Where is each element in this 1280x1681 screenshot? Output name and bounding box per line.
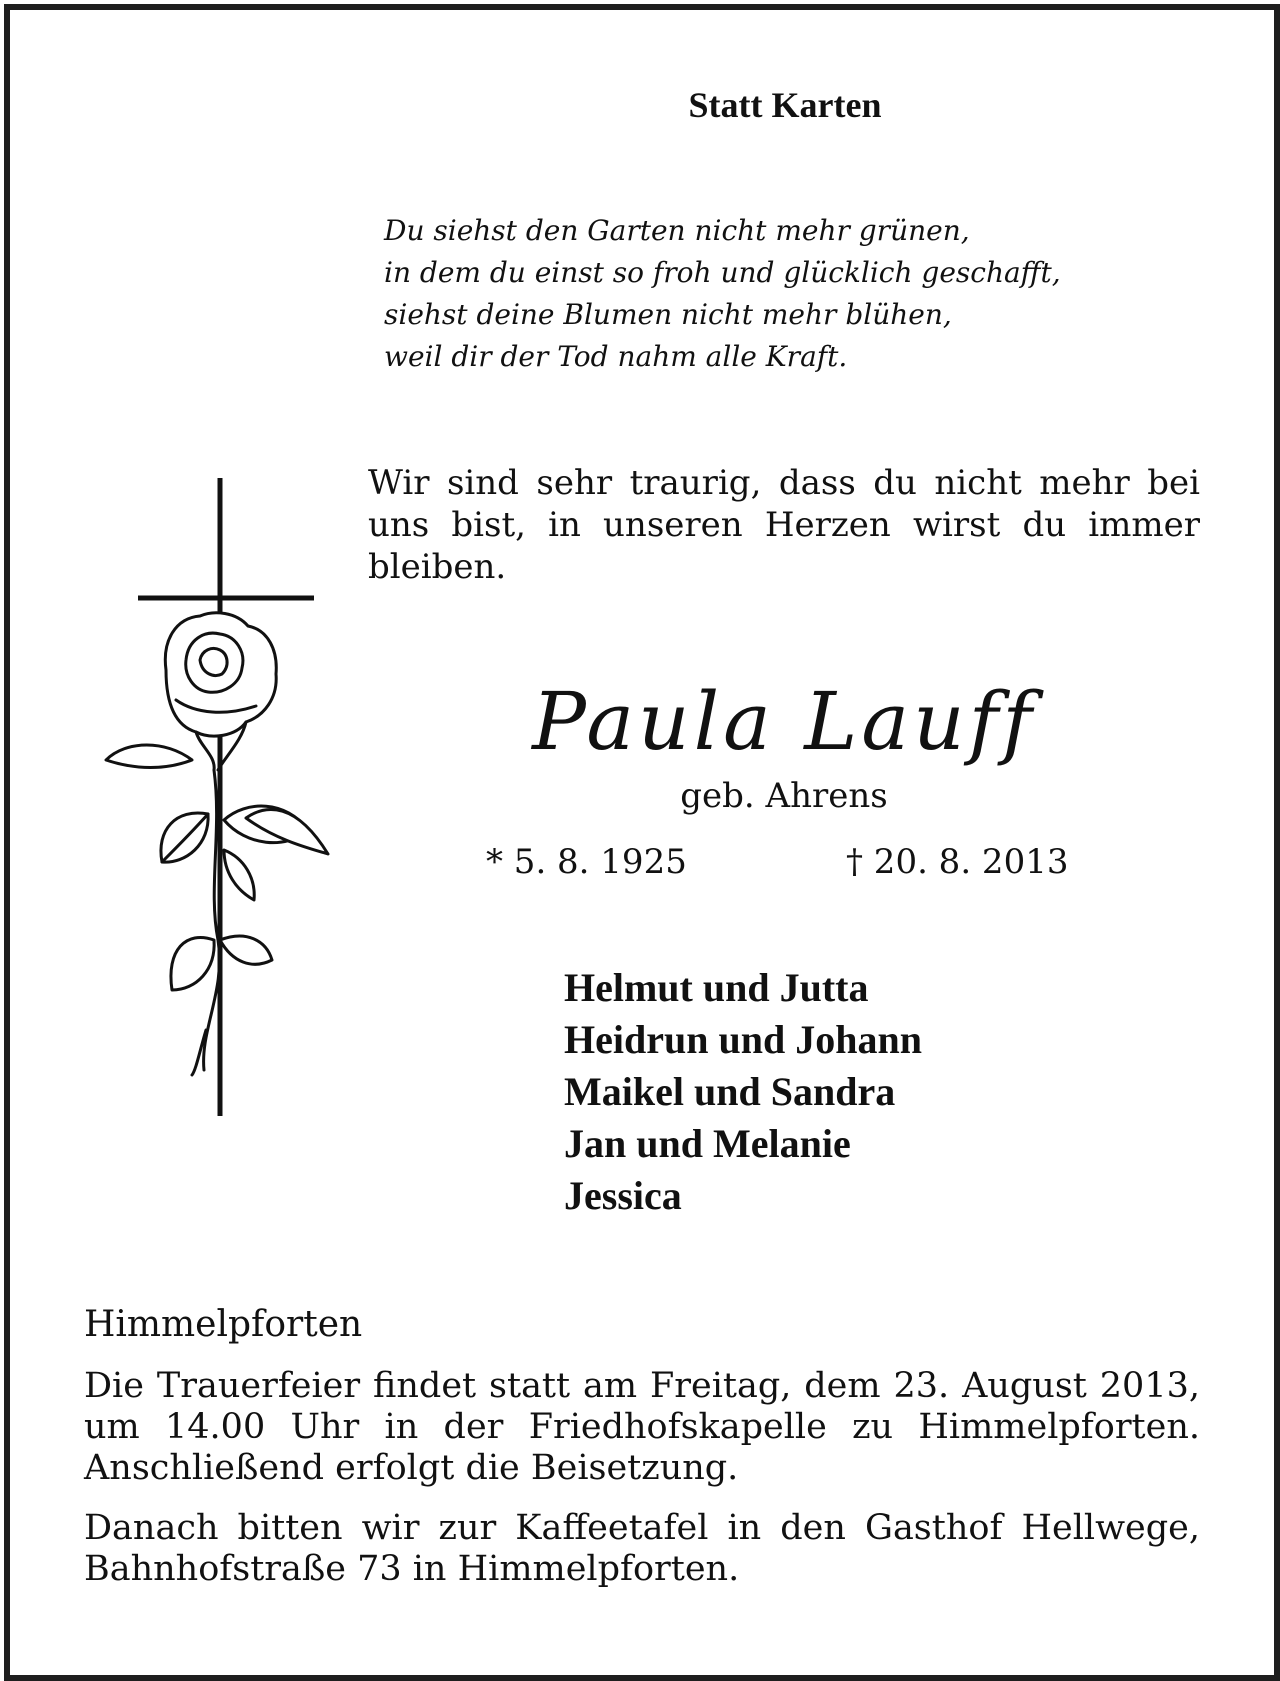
poem-line: weil dir der Tod nahm alle Kraft. bbox=[384, 340, 848, 373]
family-member: Maikel und Sandra bbox=[564, 1069, 896, 1114]
family-list bbox=[564, 962, 922, 1222]
place-name: Himmelpforten bbox=[84, 1304, 363, 1345]
birth-date: * 5. 8. 1925 bbox=[486, 842, 687, 882]
poem-line: in dem du einst so froh und glücklich geschafft, bbox=[384, 256, 1061, 289]
cross-icon bbox=[138, 478, 314, 1116]
family-member: Heidrun und Johann bbox=[564, 1017, 922, 1062]
intro-text: Wir sind sehr traurig, dass du nicht mehr bei uns bist, in unseren Herzen wirst du immer bleiben. bbox=[368, 463, 1200, 587]
birth-name: geb. Ahrens bbox=[680, 776, 888, 816]
deceased-name: Paula Lauff bbox=[532, 675, 1036, 768]
header-title: Statt Karten bbox=[688, 85, 882, 125]
family-member: Jessica bbox=[564, 1173, 682, 1218]
poem-line: Du siehst den Garten nicht mehr grünen, bbox=[384, 214, 970, 247]
death-date: † 20. 8. 2013 bbox=[846, 842, 1069, 882]
funeral-info: Die Trauerfeier findet statt am Freitag, dem 23. August 2013, um 14.00 Uhr in der Friedhofskapelle zu Himmelpforten. Anschließend erfolgt die Beisetzung. bbox=[84, 1366, 1200, 1488]
family-member: Jan und Melanie bbox=[564, 1121, 851, 1166]
poem-line: siehst deine Blumen nicht mehr blühen, bbox=[384, 298, 952, 331]
poem bbox=[384, 210, 1061, 378]
rose-icon bbox=[106, 613, 328, 1075]
reception-info: Danach bitten wir zur Kaffeetafel in den Gasthof Hellwege, Bahnhofstraße 73 in Himmelpforten. bbox=[84, 1508, 1200, 1589]
family-member: Helmut und Jutta bbox=[564, 965, 869, 1010]
cross-rose-icon bbox=[96, 470, 336, 1120]
